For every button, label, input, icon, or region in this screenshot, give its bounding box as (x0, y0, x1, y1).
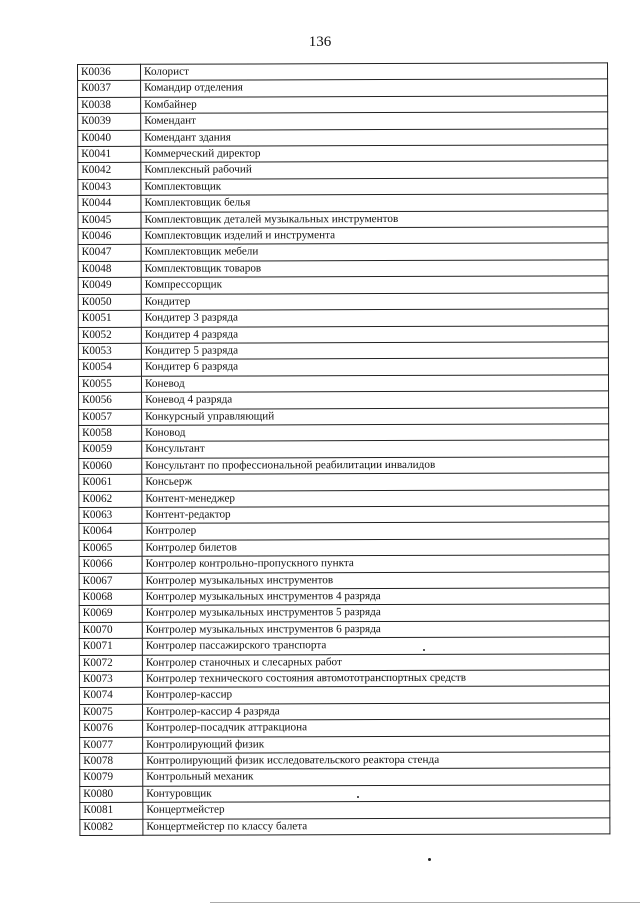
row-code-cell: К0053 (78, 343, 141, 360)
row-title-cell: Контент-редактор (142, 506, 609, 524)
table-row (79, 391, 609, 409)
row-title-cell: Командир отделения (141, 79, 608, 97)
table-row (78, 342, 608, 360)
row-title-cell: Комплектовщик деталей музыкальных инструментов (141, 210, 608, 228)
row-title-cell: Кондитер 5 разряда (141, 342, 608, 360)
table-row (80, 801, 610, 819)
row-title-cell: Контролер-кассир (142, 686, 609, 704)
table-row (80, 768, 610, 786)
row-title-cell: Контролер музыкальных инструментов 4 разряда (142, 588, 609, 606)
table-row (80, 735, 610, 753)
row-title-cell: Консьерж (142, 473, 609, 491)
row-title-cell: Консультант по профессиональной реабилитации инвалидов (142, 457, 609, 475)
row-code-cell: К0041 (78, 146, 141, 163)
table-row (78, 178, 608, 196)
row-code-cell: К0040 (78, 130, 141, 147)
row-code-cell: К0037 (78, 81, 141, 98)
row-code-cell: К0081 (80, 803, 143, 820)
row-title-cell: Контролер музыкальных инструментов 6 разряда (142, 621, 609, 639)
row-title-cell: Комплектовщик изделий и инструмента (141, 227, 608, 245)
row-code-cell: К0045 (78, 212, 141, 229)
table-row (80, 703, 610, 721)
row-code-cell: К0068 (79, 589, 142, 606)
row-title-cell: Комплектовщик белья (141, 194, 608, 212)
row-title-cell: Контролер контрольно-пропускного пункта (142, 555, 609, 573)
table-row (79, 440, 609, 458)
row-title-cell: Коневод 4 разряда (142, 391, 609, 409)
row-title-cell: Комендант (141, 112, 608, 130)
row-title-cell: Контролер билетов (142, 539, 609, 557)
row-code-cell: К0043 (78, 179, 141, 196)
row-title-cell: Контуровщик (143, 785, 610, 803)
table-row (79, 489, 609, 507)
table-row (78, 309, 608, 327)
scan-speck (423, 649, 425, 651)
table-row (79, 604, 609, 622)
table-row (80, 752, 610, 770)
row-code-cell: К0047 (78, 245, 141, 262)
table-row (79, 653, 609, 671)
row-code-cell: К0065 (79, 540, 142, 557)
table-row (79, 506, 609, 524)
scan-speck (357, 796, 359, 798)
row-code-cell: К0051 (78, 310, 141, 327)
row-title-cell: Кондитер 4 разряда (141, 325, 608, 343)
row-title-cell: Концертмейстер по классу балета (143, 818, 610, 836)
row-code-cell: К0080 (80, 786, 143, 803)
row-code-cell: К0075 (80, 704, 143, 721)
row-code-cell: К0056 (79, 392, 142, 409)
row-title-cell: Компрессорщик (141, 276, 608, 294)
table-row (78, 96, 608, 114)
row-title-cell: Комплектовщик товаров (141, 260, 608, 278)
table-row (79, 407, 609, 425)
row-title-cell: Контролер-кассир 4 разряда (143, 703, 610, 721)
row-code-cell: К0050 (78, 294, 141, 311)
table-row (79, 457, 609, 475)
table-row (79, 424, 609, 442)
row-code-cell: К0057 (79, 409, 142, 426)
row-title-cell: Комбайнер (141, 96, 608, 114)
row-code-cell: К0059 (79, 442, 142, 459)
table-row (78, 161, 608, 179)
row-code-cell: К0042 (78, 163, 141, 180)
row-title-cell: Контролер станочных и слесарных работ (142, 653, 609, 671)
row-code-cell: К0071 (79, 639, 142, 656)
row-title-cell: Комендант здания (141, 128, 608, 146)
row-title-cell: Комплектовщик мебели (141, 243, 608, 261)
row-title-cell: Коновод (142, 424, 609, 442)
row-code-cell: К0063 (79, 507, 142, 524)
row-title-cell: Контролирующий физик исследовательского реактора стенда (143, 752, 610, 770)
table-row (78, 128, 608, 146)
row-title-cell: Коневод (141, 375, 608, 393)
table-row (78, 375, 608, 393)
row-code-cell: К0046 (78, 228, 141, 245)
row-code-cell: К0036 (78, 64, 141, 81)
table-row (79, 555, 609, 573)
row-code-cell: К0049 (78, 278, 141, 295)
row-code-cell: К0067 (79, 573, 142, 590)
table-row (79, 621, 609, 639)
row-code-cell: К0073 (79, 671, 142, 688)
row-code-cell: К0078 (80, 753, 143, 770)
table-row (78, 194, 608, 212)
table-row (80, 818, 610, 836)
table-row (78, 145, 608, 163)
table-row (78, 293, 608, 311)
row-code-cell: К0044 (78, 196, 141, 213)
row-code-cell: К0055 (78, 376, 141, 393)
row-code-cell: К0076 (80, 721, 143, 738)
row-title-cell: Комплексный рабочий (141, 161, 608, 179)
row-title-cell: Контролирующий физик (143, 735, 610, 753)
table-row (78, 260, 608, 278)
row-title-cell: Кондитер 3 разряда (141, 309, 608, 327)
row-title-cell: Контрольный механик (143, 768, 610, 786)
row-title-cell: Контролер технического состояния автомототранспортных средств (142, 670, 609, 688)
row-title-cell: Кондитер (141, 293, 608, 311)
page-number: 136 (308, 34, 332, 50)
row-title-cell: Комплектовщик (141, 178, 608, 196)
table-row (79, 473, 609, 491)
row-title-cell: Кондитер 6 разряда (141, 358, 608, 376)
table-row (78, 276, 608, 294)
table-row (78, 112, 608, 130)
row-title-cell: Концертмейстер (143, 801, 610, 819)
row-code-cell: К0039 (78, 114, 141, 131)
table-body (78, 63, 610, 836)
table-row (80, 785, 610, 803)
scan-edge-line (210, 902, 640, 903)
row-code-cell: К0060 (79, 458, 142, 475)
row-code-cell: К0074 (79, 688, 142, 705)
row-title-cell: Коммерческий директор (141, 145, 608, 163)
row-title-cell: Колорист (141, 63, 608, 81)
table-row (78, 79, 608, 97)
row-code-cell: К0054 (78, 360, 141, 377)
table-row (79, 571, 609, 589)
row-code-cell: К0077 (80, 737, 143, 754)
table-row (79, 522, 609, 540)
row-code-cell: К0062 (79, 491, 142, 508)
row-code-cell: К0066 (79, 556, 142, 573)
row-title-cell: Контролер музыкальных инструментов (142, 571, 609, 589)
row-title-cell: Контролер пассажирского транспорта (142, 637, 609, 655)
row-code-cell: К0038 (78, 97, 141, 114)
row-code-cell: К0061 (79, 474, 142, 491)
row-code-cell: К0058 (79, 425, 142, 442)
table-row (78, 227, 608, 245)
row-title-cell: Конкурсный управляющий (142, 407, 609, 425)
table-row (79, 637, 609, 655)
table-row (78, 63, 608, 81)
row-code-cell: К0069 (79, 606, 142, 623)
table-row (79, 670, 609, 688)
row-code-cell: К0048 (78, 261, 141, 278)
table-row (78, 243, 608, 261)
profession-code-table (77, 62, 610, 836)
row-code-cell: К0082 (80, 819, 143, 836)
row-code-cell: К0072 (79, 655, 142, 672)
scan-speck (428, 858, 431, 861)
table-row (79, 686, 609, 704)
row-title-cell: Консультант (142, 440, 609, 458)
row-title-cell: Контент-менеджер (142, 489, 609, 507)
row-code-cell: К0064 (79, 524, 142, 541)
row-title-cell: Контролер (142, 522, 609, 540)
row-code-cell: К0079 (80, 770, 143, 787)
table-row (78, 358, 608, 376)
table-row (79, 539, 609, 557)
row-code-cell: К0070 (79, 622, 142, 639)
table-row (80, 719, 610, 737)
row-title-cell: Контролер музыкальных инструментов 5 разряда (142, 604, 609, 622)
row-title-cell: Контролер-посадчик аттракциона (143, 719, 610, 737)
table-row (78, 210, 608, 228)
table-row (79, 588, 609, 606)
table-row (78, 325, 608, 343)
row-code-cell: К0052 (78, 327, 141, 344)
